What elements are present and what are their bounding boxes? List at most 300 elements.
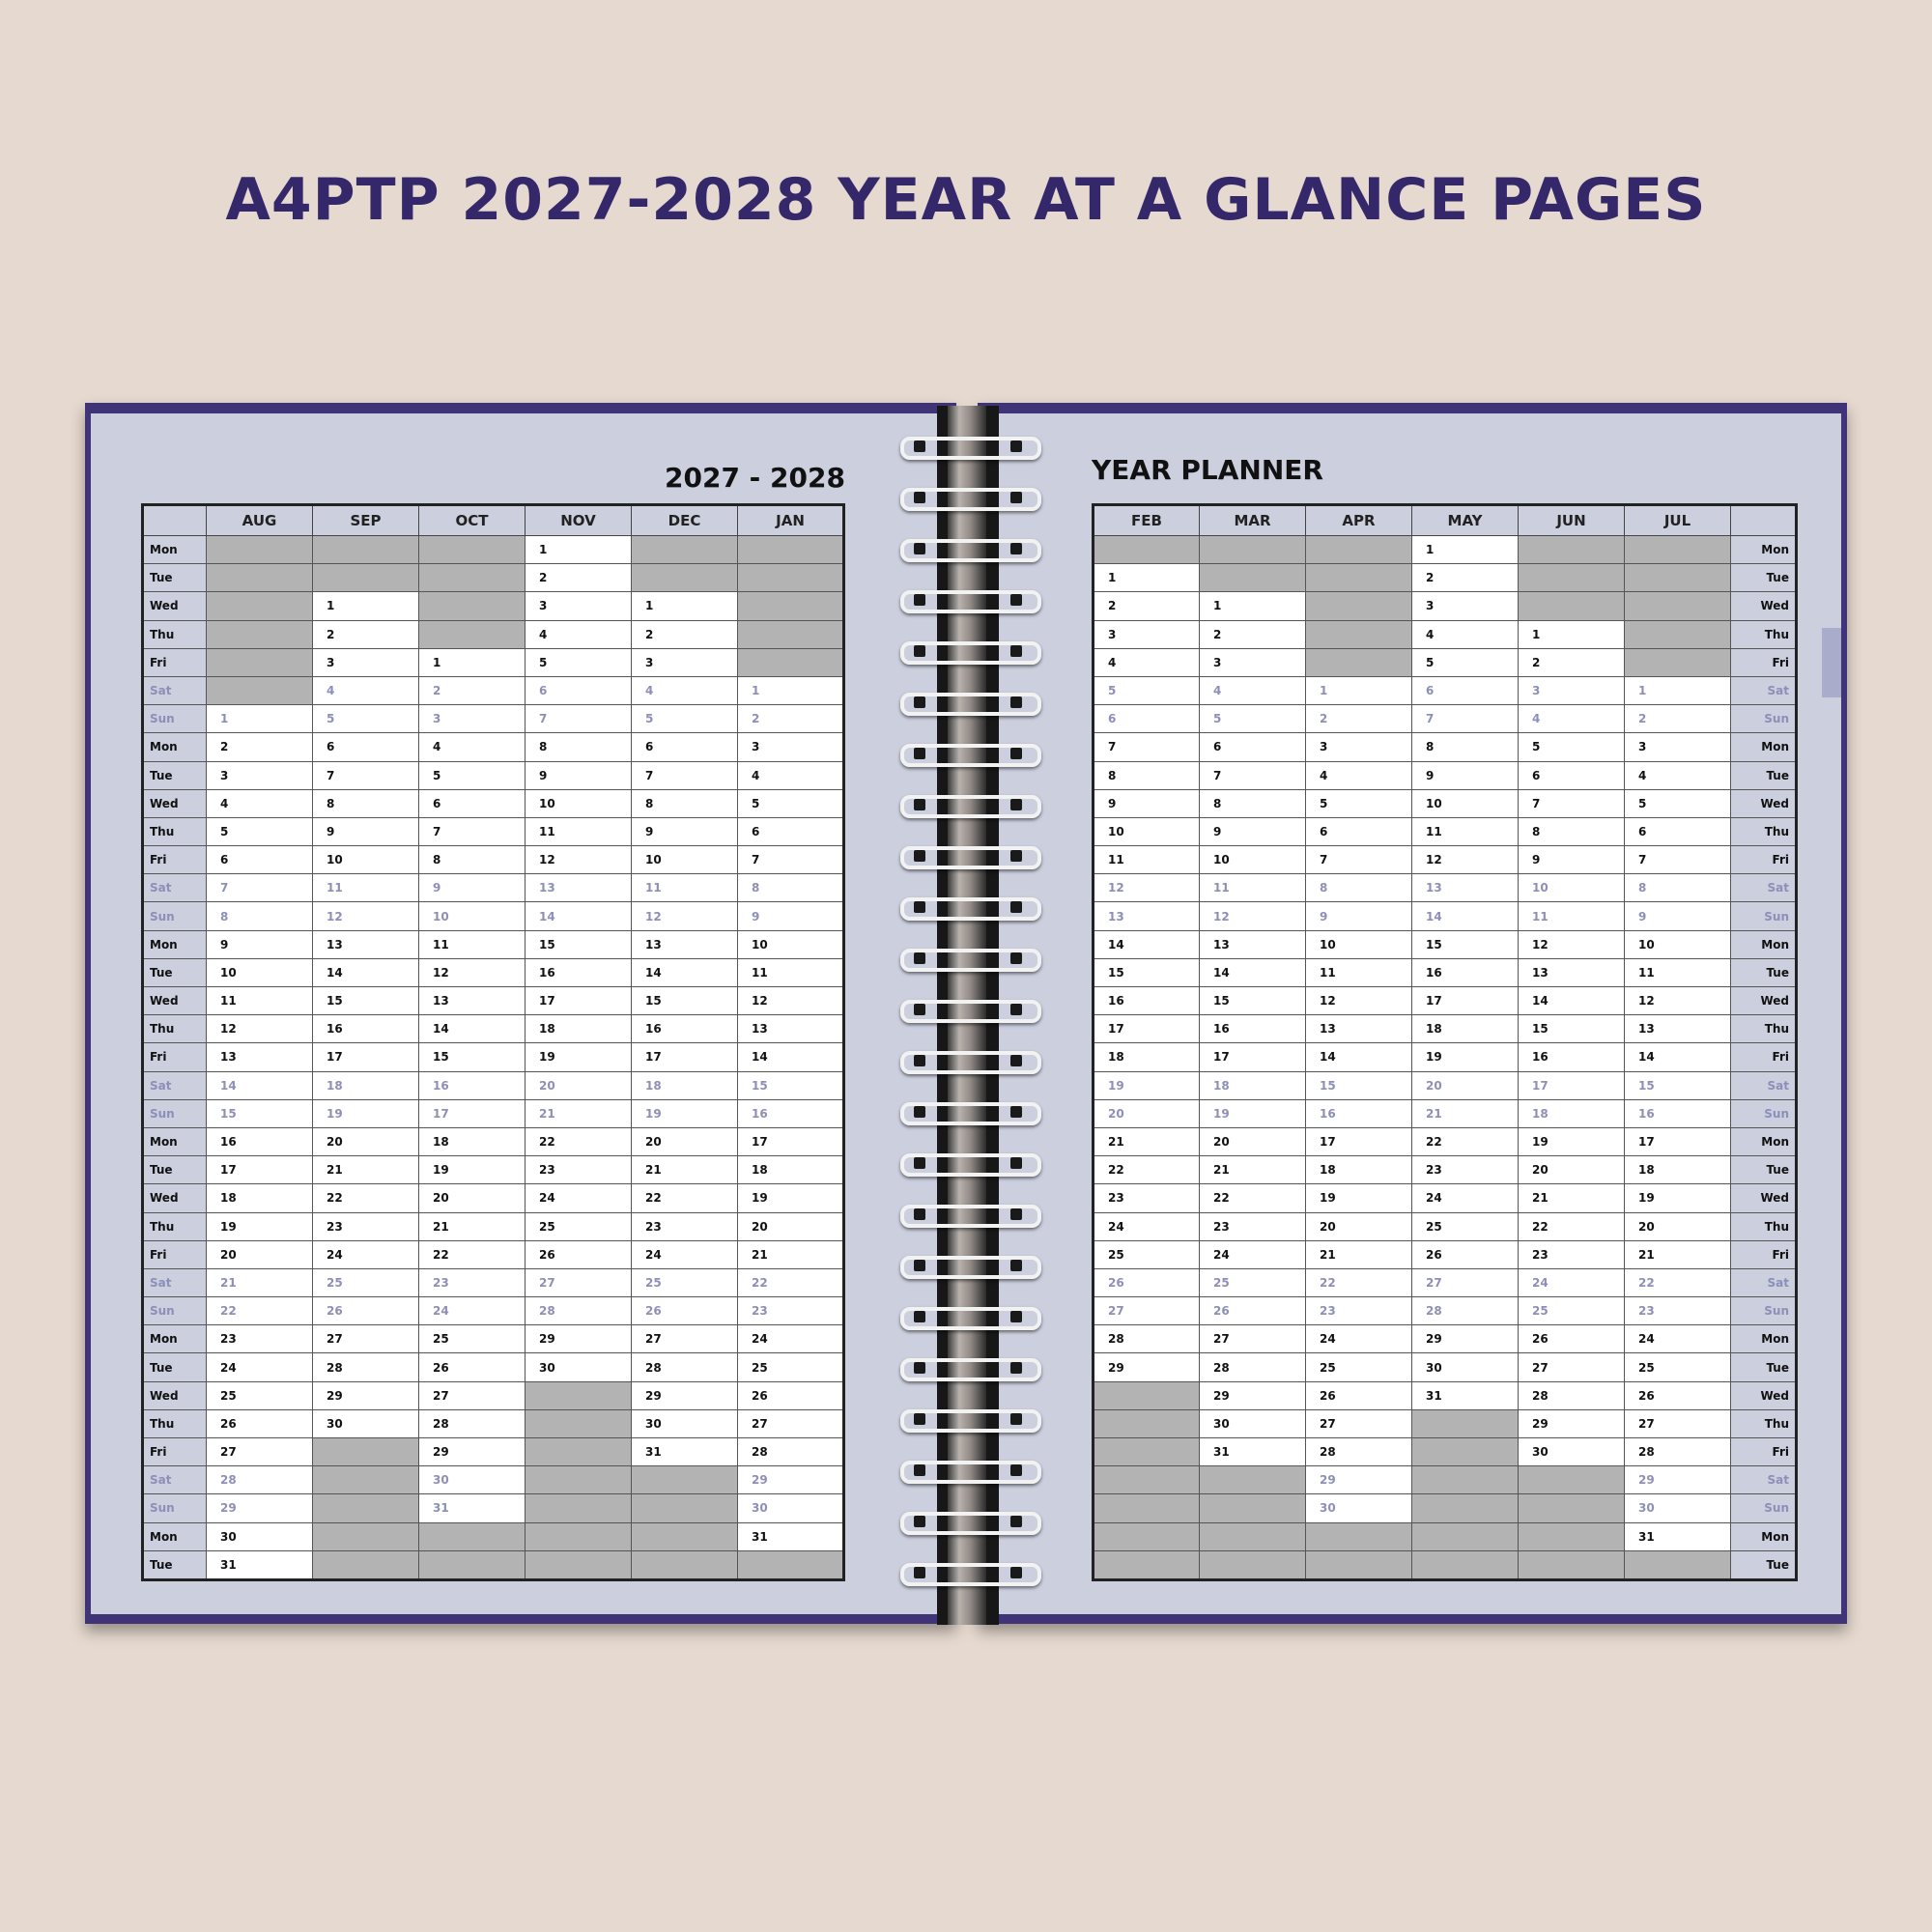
- day-cell[interactable]: 29: [526, 1325, 632, 1353]
- day-cell[interactable]: 7: [632, 761, 738, 789]
- day-cell[interactable]: 4: [1412, 620, 1519, 648]
- day-cell[interactable]: 22: [419, 1240, 526, 1268]
- day-cell[interactable]: 24: [313, 1240, 419, 1268]
- day-cell[interactable]: 8: [1625, 874, 1731, 902]
- day-cell[interactable]: 30: [207, 1522, 313, 1550]
- day-cell[interactable]: 5: [738, 789, 844, 817]
- day-cell[interactable]: 17: [1412, 987, 1519, 1015]
- day-cell[interactable]: 7: [1094, 733, 1200, 761]
- day-cell[interactable]: 19: [207, 1212, 313, 1240]
- day-cell[interactable]: 15: [207, 1099, 313, 1127]
- day-cell[interactable]: 4: [1625, 761, 1731, 789]
- day-cell[interactable]: 12: [1625, 987, 1731, 1015]
- day-cell[interactable]: 1: [1519, 620, 1625, 648]
- day-cell[interactable]: 28: [632, 1353, 738, 1381]
- day-cell[interactable]: 14: [1200, 958, 1306, 986]
- day-cell[interactable]: 21: [1200, 1156, 1306, 1184]
- day-cell[interactable]: 17: [526, 987, 632, 1015]
- day-cell[interactable]: 11: [1412, 817, 1519, 845]
- day-cell[interactable]: 10: [1519, 874, 1625, 902]
- day-cell[interactable]: 8: [1306, 874, 1412, 902]
- day-cell[interactable]: 2: [1306, 705, 1412, 733]
- day-cell[interactable]: 17: [632, 1043, 738, 1071]
- day-cell[interactable]: 9: [1412, 761, 1519, 789]
- day-cell[interactable]: 1: [1094, 564, 1200, 592]
- day-cell[interactable]: 13: [738, 1015, 844, 1043]
- day-cell[interactable]: 24: [632, 1240, 738, 1268]
- day-cell[interactable]: 28: [1412, 1297, 1519, 1325]
- day-cell[interactable]: 7: [1519, 789, 1625, 817]
- day-cell[interactable]: 19: [632, 1099, 738, 1127]
- day-cell[interactable]: 24: [1412, 1184, 1519, 1212]
- day-cell[interactable]: 16: [207, 1127, 313, 1155]
- day-cell[interactable]: 27: [1094, 1297, 1200, 1325]
- day-cell[interactable]: 28: [1094, 1325, 1200, 1353]
- day-cell[interactable]: 16: [313, 1015, 419, 1043]
- day-cell[interactable]: 29: [1306, 1466, 1412, 1494]
- day-cell[interactable]: 21: [526, 1099, 632, 1127]
- day-cell[interactable]: 24: [1306, 1325, 1412, 1353]
- day-cell[interactable]: 9: [1306, 902, 1412, 930]
- day-cell[interactable]: 4: [419, 733, 526, 761]
- day-cell[interactable]: 22: [632, 1184, 738, 1212]
- day-cell[interactable]: 6: [419, 789, 526, 817]
- day-cell[interactable]: 30: [419, 1466, 526, 1494]
- day-cell[interactable]: 10: [738, 930, 844, 958]
- day-cell[interactable]: 8: [526, 733, 632, 761]
- day-cell[interactable]: 13: [526, 874, 632, 902]
- day-cell[interactable]: 25: [632, 1268, 738, 1296]
- day-cell[interactable]: 22: [1519, 1212, 1625, 1240]
- day-cell[interactable]: 23: [419, 1268, 526, 1296]
- day-cell[interactable]: 26: [1625, 1381, 1731, 1409]
- day-cell[interactable]: 25: [1200, 1268, 1306, 1296]
- day-cell[interactable]: 9: [1519, 846, 1625, 874]
- day-cell[interactable]: 25: [313, 1268, 419, 1296]
- day-cell[interactable]: 8: [1412, 733, 1519, 761]
- day-cell[interactable]: 19: [1519, 1127, 1625, 1155]
- day-cell[interactable]: 1: [526, 536, 632, 564]
- day-cell[interactable]: 13: [207, 1043, 313, 1071]
- day-cell[interactable]: 17: [1094, 1015, 1200, 1043]
- day-cell[interactable]: 16: [1519, 1043, 1625, 1071]
- day-cell[interactable]: 4: [738, 761, 844, 789]
- day-cell[interactable]: 12: [207, 1015, 313, 1043]
- day-cell[interactable]: 27: [1200, 1325, 1306, 1353]
- day-cell[interactable]: 18: [738, 1156, 844, 1184]
- day-cell[interactable]: 5: [313, 705, 419, 733]
- day-cell[interactable]: 20: [313, 1127, 419, 1155]
- day-cell[interactable]: 31: [738, 1522, 844, 1550]
- day-cell[interactable]: 25: [1412, 1212, 1519, 1240]
- day-cell[interactable]: 27: [313, 1325, 419, 1353]
- day-cell[interactable]: 15: [632, 987, 738, 1015]
- day-cell[interactable]: 14: [526, 902, 632, 930]
- day-cell[interactable]: 1: [207, 705, 313, 733]
- day-cell[interactable]: 12: [313, 902, 419, 930]
- day-cell[interactable]: 19: [1625, 1184, 1731, 1212]
- day-cell[interactable]: 9: [207, 930, 313, 958]
- day-cell[interactable]: 24: [1519, 1268, 1625, 1296]
- day-cell[interactable]: 1: [632, 592, 738, 620]
- day-cell[interactable]: 3: [1306, 733, 1412, 761]
- day-cell[interactable]: 2: [1519, 648, 1625, 676]
- day-cell[interactable]: 30: [632, 1409, 738, 1437]
- day-cell[interactable]: 27: [207, 1438, 313, 1466]
- day-cell[interactable]: 16: [1306, 1099, 1412, 1127]
- day-cell[interactable]: 25: [419, 1325, 526, 1353]
- day-cell[interactable]: 9: [1094, 789, 1200, 817]
- day-cell[interactable]: 14: [1625, 1043, 1731, 1071]
- day-cell[interactable]: 21: [1519, 1184, 1625, 1212]
- day-cell[interactable]: 2: [419, 676, 526, 704]
- day-cell[interactable]: 12: [419, 958, 526, 986]
- day-cell[interactable]: 15: [313, 987, 419, 1015]
- day-cell[interactable]: 22: [1306, 1268, 1412, 1296]
- day-cell[interactable]: 3: [313, 648, 419, 676]
- day-cell[interactable]: 13: [1200, 930, 1306, 958]
- day-cell[interactable]: 8: [313, 789, 419, 817]
- day-cell[interactable]: 3: [738, 733, 844, 761]
- day-cell[interactable]: 23: [526, 1156, 632, 1184]
- day-cell[interactable]: 7: [207, 874, 313, 902]
- day-cell[interactable]: 6: [1200, 733, 1306, 761]
- day-cell[interactable]: 5: [1625, 789, 1731, 817]
- day-cell[interactable]: 23: [207, 1325, 313, 1353]
- day-cell[interactable]: 15: [738, 1071, 844, 1099]
- day-cell[interactable]: 14: [632, 958, 738, 986]
- day-cell[interactable]: 7: [738, 846, 844, 874]
- day-cell[interactable]: 29: [632, 1381, 738, 1409]
- day-cell[interactable]: 12: [526, 846, 632, 874]
- day-cell[interactable]: 13: [419, 987, 526, 1015]
- day-cell[interactable]: 19: [1200, 1099, 1306, 1127]
- day-cell[interactable]: 24: [1094, 1212, 1200, 1240]
- day-cell[interactable]: 19: [313, 1099, 419, 1127]
- day-cell[interactable]: 10: [1200, 846, 1306, 874]
- day-cell[interactable]: 16: [738, 1099, 844, 1127]
- day-cell[interactable]: 20: [632, 1127, 738, 1155]
- day-cell[interactable]: 13: [1412, 874, 1519, 902]
- day-cell[interactable]: 20: [526, 1071, 632, 1099]
- day-cell[interactable]: 31: [1200, 1438, 1306, 1466]
- day-cell[interactable]: 28: [1200, 1353, 1306, 1381]
- day-cell[interactable]: 8: [1094, 761, 1200, 789]
- day-cell[interactable]: 11: [1519, 902, 1625, 930]
- day-cell[interactable]: 5: [1094, 676, 1200, 704]
- day-cell[interactable]: 16: [419, 1071, 526, 1099]
- day-cell[interactable]: 8: [632, 789, 738, 817]
- day-cell[interactable]: 7: [313, 761, 419, 789]
- day-cell[interactable]: 9: [526, 761, 632, 789]
- day-cell[interactable]: 13: [1519, 958, 1625, 986]
- day-cell[interactable]: 13: [1306, 1015, 1412, 1043]
- day-cell[interactable]: 21: [313, 1156, 419, 1184]
- day-cell[interactable]: 13: [313, 930, 419, 958]
- day-cell[interactable]: 10: [207, 958, 313, 986]
- day-cell[interactable]: 5: [207, 817, 313, 845]
- day-cell[interactable]: 4: [207, 789, 313, 817]
- day-cell[interactable]: 8: [1200, 789, 1306, 817]
- day-cell[interactable]: 23: [1519, 1240, 1625, 1268]
- page-tab[interactable]: [1822, 628, 1841, 697]
- day-cell[interactable]: 18: [313, 1071, 419, 1099]
- day-cell[interactable]: 19: [419, 1156, 526, 1184]
- day-cell[interactable]: 12: [632, 902, 738, 930]
- day-cell[interactable]: 11: [1200, 874, 1306, 902]
- day-cell[interactable]: 13: [1625, 1015, 1731, 1043]
- day-cell[interactable]: 30: [526, 1353, 632, 1381]
- day-cell[interactable]: 1: [313, 592, 419, 620]
- day-cell[interactable]: 27: [1519, 1353, 1625, 1381]
- day-cell[interactable]: 3: [1412, 592, 1519, 620]
- day-cell[interactable]: 29: [1519, 1409, 1625, 1437]
- day-cell[interactable]: 29: [1094, 1353, 1200, 1381]
- day-cell[interactable]: 18: [1094, 1043, 1200, 1071]
- day-cell[interactable]: 7: [1412, 705, 1519, 733]
- day-cell[interactable]: 1: [1625, 676, 1731, 704]
- day-cell[interactable]: 18: [207, 1184, 313, 1212]
- day-cell[interactable]: 27: [1412, 1268, 1519, 1296]
- day-cell[interactable]: 28: [1306, 1438, 1412, 1466]
- day-cell[interactable]: 17: [207, 1156, 313, 1184]
- day-cell[interactable]: 22: [1625, 1268, 1731, 1296]
- day-cell[interactable]: 29: [313, 1381, 419, 1409]
- day-cell[interactable]: 12: [738, 987, 844, 1015]
- day-cell[interactable]: 17: [1625, 1127, 1731, 1155]
- day-cell[interactable]: 10: [632, 846, 738, 874]
- day-cell[interactable]: 26: [1094, 1268, 1200, 1296]
- day-cell[interactable]: 21: [738, 1240, 844, 1268]
- day-cell[interactable]: 22: [526, 1127, 632, 1155]
- day-cell[interactable]: 16: [1625, 1099, 1731, 1127]
- day-cell[interactable]: 6: [1094, 705, 1200, 733]
- day-cell[interactable]: 31: [1412, 1381, 1519, 1409]
- day-cell[interactable]: 6: [1625, 817, 1731, 845]
- day-cell[interactable]: 15: [1519, 1015, 1625, 1043]
- day-cell[interactable]: 19: [1306, 1184, 1412, 1212]
- day-cell[interactable]: 15: [1200, 987, 1306, 1015]
- day-cell[interactable]: 10: [526, 789, 632, 817]
- day-cell[interactable]: 17: [419, 1099, 526, 1127]
- day-cell[interactable]: 26: [1306, 1381, 1412, 1409]
- day-cell[interactable]: 24: [1625, 1325, 1731, 1353]
- day-cell[interactable]: 25: [526, 1212, 632, 1240]
- day-cell[interactable]: 2: [207, 733, 313, 761]
- day-cell[interactable]: 23: [1412, 1156, 1519, 1184]
- day-cell[interactable]: 14: [1412, 902, 1519, 930]
- day-cell[interactable]: 26: [738, 1381, 844, 1409]
- day-cell[interactable]: 23: [1094, 1184, 1200, 1212]
- day-cell[interactable]: 2: [526, 564, 632, 592]
- day-cell[interactable]: 26: [207, 1409, 313, 1437]
- day-cell[interactable]: 19: [526, 1043, 632, 1071]
- day-cell[interactable]: 28: [526, 1297, 632, 1325]
- day-cell[interactable]: 1: [738, 676, 844, 704]
- day-cell[interactable]: 5: [1200, 705, 1306, 733]
- day-cell[interactable]: 27: [1625, 1409, 1731, 1437]
- day-cell[interactable]: 26: [419, 1353, 526, 1381]
- day-cell[interactable]: 9: [1200, 817, 1306, 845]
- day-cell[interactable]: 30: [1519, 1438, 1625, 1466]
- day-cell[interactable]: 6: [1306, 817, 1412, 845]
- day-cell[interactable]: 31: [207, 1550, 313, 1579]
- day-cell[interactable]: 25: [207, 1381, 313, 1409]
- day-cell[interactable]: 29: [1200, 1381, 1306, 1409]
- day-cell[interactable]: 4: [313, 676, 419, 704]
- day-cell[interactable]: 14: [1306, 1043, 1412, 1071]
- day-cell[interactable]: 18: [1519, 1099, 1625, 1127]
- day-cell[interactable]: 12: [1412, 846, 1519, 874]
- day-cell[interactable]: 28: [1625, 1438, 1731, 1466]
- day-cell[interactable]: 20: [1306, 1212, 1412, 1240]
- day-cell[interactable]: 19: [738, 1184, 844, 1212]
- day-cell[interactable]: 1: [419, 648, 526, 676]
- day-cell[interactable]: 4: [632, 676, 738, 704]
- day-cell[interactable]: 20: [1412, 1071, 1519, 1099]
- day-cell[interactable]: 20: [1200, 1127, 1306, 1155]
- day-cell[interactable]: 1: [1200, 592, 1306, 620]
- day-cell[interactable]: 31: [419, 1494, 526, 1522]
- day-cell[interactable]: 11: [207, 987, 313, 1015]
- day-cell[interactable]: 18: [632, 1071, 738, 1099]
- day-cell[interactable]: 15: [1625, 1071, 1731, 1099]
- day-cell[interactable]: 21: [1306, 1240, 1412, 1268]
- day-cell[interactable]: 4: [1519, 705, 1625, 733]
- day-cell[interactable]: 27: [738, 1409, 844, 1437]
- day-cell[interactable]: 26: [632, 1297, 738, 1325]
- day-cell[interactable]: 27: [419, 1381, 526, 1409]
- day-cell[interactable]: 28: [207, 1466, 313, 1494]
- day-cell[interactable]: 15: [1306, 1071, 1412, 1099]
- day-cell[interactable]: 1: [1412, 536, 1519, 564]
- day-cell[interactable]: 21: [419, 1212, 526, 1240]
- day-cell[interactable]: 29: [1412, 1325, 1519, 1353]
- day-cell[interactable]: 4: [1094, 648, 1200, 676]
- day-cell[interactable]: 1: [1306, 676, 1412, 704]
- day-cell[interactable]: 27: [526, 1268, 632, 1296]
- day-cell[interactable]: 8: [738, 874, 844, 902]
- day-cell[interactable]: 25: [1306, 1353, 1412, 1381]
- day-cell[interactable]: 8: [419, 846, 526, 874]
- day-cell[interactable]: 29: [419, 1438, 526, 1466]
- day-cell[interactable]: 7: [526, 705, 632, 733]
- day-cell[interactable]: 12: [1094, 874, 1200, 902]
- day-cell[interactable]: 25: [1625, 1353, 1731, 1381]
- day-cell[interactable]: 6: [632, 733, 738, 761]
- day-cell[interactable]: 11: [419, 930, 526, 958]
- day-cell[interactable]: 3: [419, 705, 526, 733]
- day-cell[interactable]: 5: [1412, 648, 1519, 676]
- day-cell[interactable]: 10: [419, 902, 526, 930]
- day-cell[interactable]: 23: [1625, 1297, 1731, 1325]
- day-cell[interactable]: 9: [313, 817, 419, 845]
- day-cell[interactable]: 8: [1519, 817, 1625, 845]
- day-cell[interactable]: 2: [313, 620, 419, 648]
- day-cell[interactable]: 21: [207, 1268, 313, 1296]
- day-cell[interactable]: 6: [1412, 676, 1519, 704]
- day-cell[interactable]: 14: [207, 1071, 313, 1099]
- day-cell[interactable]: 2: [632, 620, 738, 648]
- day-cell[interactable]: 19: [1094, 1071, 1200, 1099]
- day-cell[interactable]: 24: [207, 1353, 313, 1381]
- day-cell[interactable]: 17: [738, 1127, 844, 1155]
- day-cell[interactable]: 31: [1625, 1522, 1731, 1550]
- day-cell[interactable]: 7: [419, 817, 526, 845]
- day-cell[interactable]: 4: [1306, 761, 1412, 789]
- day-cell[interactable]: 30: [1306, 1494, 1412, 1522]
- day-cell[interactable]: 9: [632, 817, 738, 845]
- day-cell[interactable]: 14: [1519, 987, 1625, 1015]
- day-cell[interactable]: 10: [1412, 789, 1519, 817]
- day-cell[interactable]: 22: [738, 1268, 844, 1296]
- day-cell[interactable]: 21: [1094, 1127, 1200, 1155]
- day-cell[interactable]: 20: [738, 1212, 844, 1240]
- day-cell[interactable]: 16: [1200, 1015, 1306, 1043]
- day-cell[interactable]: 12: [1519, 930, 1625, 958]
- day-cell[interactable]: 5: [526, 648, 632, 676]
- day-cell[interactable]: 28: [738, 1438, 844, 1466]
- day-cell[interactable]: 16: [1412, 958, 1519, 986]
- day-cell[interactable]: 22: [207, 1297, 313, 1325]
- day-cell[interactable]: 13: [1094, 902, 1200, 930]
- day-cell[interactable]: 27: [1306, 1409, 1412, 1437]
- day-cell[interactable]: 10: [1625, 930, 1731, 958]
- day-cell[interactable]: 3: [1519, 676, 1625, 704]
- day-cell[interactable]: 23: [1306, 1297, 1412, 1325]
- day-cell[interactable]: 15: [1412, 930, 1519, 958]
- day-cell[interactable]: 2: [1412, 564, 1519, 592]
- day-cell[interactable]: 11: [632, 874, 738, 902]
- day-cell[interactable]: 15: [1094, 958, 1200, 986]
- day-cell[interactable]: 16: [526, 958, 632, 986]
- day-cell[interactable]: 26: [313, 1297, 419, 1325]
- day-cell[interactable]: 18: [419, 1127, 526, 1155]
- day-cell[interactable]: 2: [1625, 705, 1731, 733]
- day-cell[interactable]: 11: [1306, 958, 1412, 986]
- day-cell[interactable]: 21: [632, 1156, 738, 1184]
- day-cell[interactable]: 17: [1306, 1127, 1412, 1155]
- day-cell[interactable]: 6: [1519, 761, 1625, 789]
- day-cell[interactable]: 19: [1412, 1043, 1519, 1071]
- day-cell[interactable]: 6: [313, 733, 419, 761]
- day-cell[interactable]: 5: [1519, 733, 1625, 761]
- day-cell[interactable]: 17: [1519, 1071, 1625, 1099]
- day-cell[interactable]: 22: [313, 1184, 419, 1212]
- day-cell[interactable]: 18: [1412, 1015, 1519, 1043]
- day-cell[interactable]: 30: [1625, 1494, 1731, 1522]
- day-cell[interactable]: 27: [632, 1325, 738, 1353]
- day-cell[interactable]: 22: [1094, 1156, 1200, 1184]
- day-cell[interactable]: 5: [632, 705, 738, 733]
- day-cell[interactable]: 6: [526, 676, 632, 704]
- day-cell[interactable]: 20: [207, 1240, 313, 1268]
- day-cell[interactable]: 5: [1306, 789, 1412, 817]
- day-cell[interactable]: 8: [207, 902, 313, 930]
- day-cell[interactable]: 30: [313, 1409, 419, 1437]
- day-cell[interactable]: 3: [1625, 733, 1731, 761]
- day-cell[interactable]: 18: [1306, 1156, 1412, 1184]
- day-cell[interactable]: 26: [1412, 1240, 1519, 1268]
- day-cell[interactable]: 3: [1200, 648, 1306, 676]
- day-cell[interactable]: 21: [1412, 1099, 1519, 1127]
- day-cell[interactable]: 23: [1200, 1212, 1306, 1240]
- day-cell[interactable]: 10: [313, 846, 419, 874]
- day-cell[interactable]: 16: [1094, 987, 1200, 1015]
- day-cell[interactable]: 23: [313, 1212, 419, 1240]
- day-cell[interactable]: 2: [738, 705, 844, 733]
- day-cell[interactable]: 7: [1625, 846, 1731, 874]
